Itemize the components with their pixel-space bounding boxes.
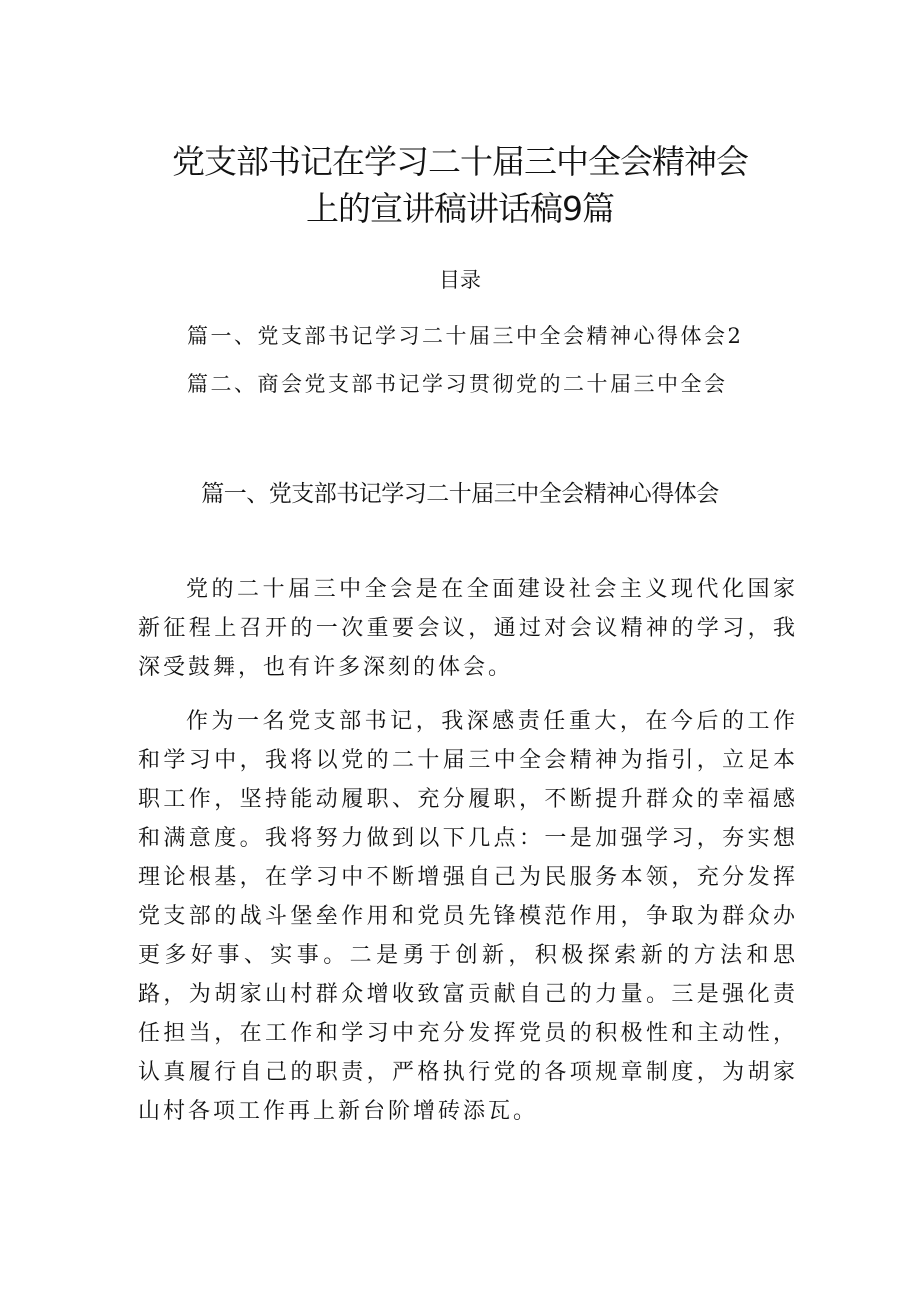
- document-title-line-1: 党支部书记在学习二十届三中全会精神会: [172, 142, 748, 181]
- document-title: [0, 138, 920, 232]
- paragraph-1: 党的二十届三中全会是在全面建设社会主义现代化国家新征程上召开的一次重要会议，通过对会议精神的学习，我深受鼓舞，也有许多深刻的体会。: [138, 577, 798, 680]
- toc-item-2[interactable]: 篇二、商会党支部书记学习贯彻党的二十届三中全会: [187, 372, 728, 396]
- paragraph-2: 作为一名党支部书记，我深感责任重大，在今后的工作和学习中，我将以党的二十届三中全会精神为指引，立足本职工作，坚持能动履职、充分履职，不断提升群众的幸福感和满意度。我将努力做到以下几点：一是加强学习，夯实想理论根基，在学习中不断增强自己为民服务本领，充分发挥党支部的战斗堡垒作用和党员先锋模范作用，争取为群众办更多好事、实事。二是勇于创新，积极探索新的方法和思路，为胡家山村群众增收致富贡献自己的力量。三是强化责任担当，在工作和学习中充分发挥党员的积极性和主动性，认真履行自己的职责，严格执行党的各项规章制度，为胡家山村各项工作再上新台阶增砖添瓦。: [138, 709, 798, 1124]
- toc-heading: 目录: [439, 268, 481, 292]
- section-heading: 篇一、党支部书记学习二十届三中全会精神心得体会: [201, 481, 719, 507]
- document-title-line-2: 上的宣讲稿讲话稿9篇: [306, 189, 614, 228]
- toc-item-1[interactable]: 篇一、党支部书记学习二十届三中全会精神心得体会2: [187, 324, 744, 348]
